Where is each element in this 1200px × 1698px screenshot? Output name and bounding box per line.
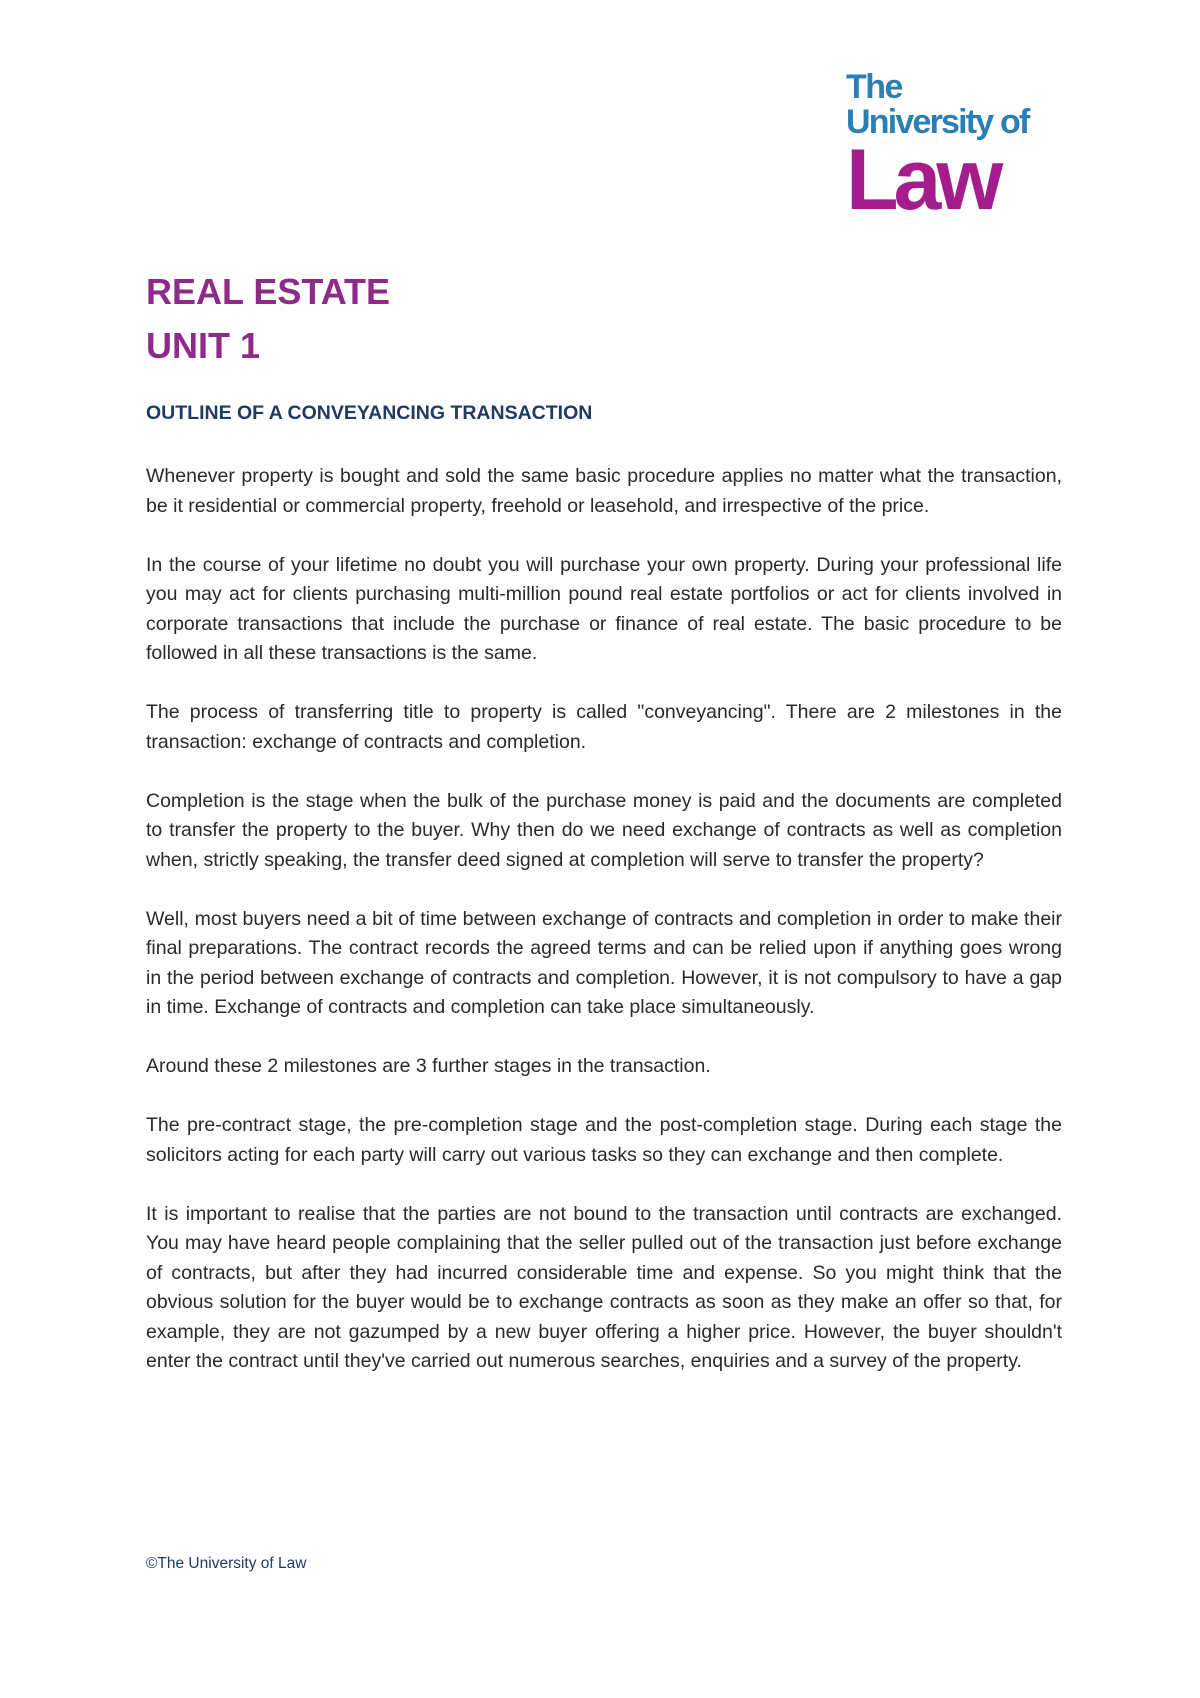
paragraph: Completion is the stage when the bulk of the purchase money is paid and the documents are completed to transfer the property to the buyer. Why then do we need exchange of contracts as well as completion when, strictly speaking, the transfer deed signed at completion will serve to transfer the property? bbox=[146, 789, 1062, 871]
logo-text-university-of: University of bbox=[846, 103, 1029, 141]
paragraph: Around these 2 milestones are 3 further stages in the transaction. bbox=[146, 1055, 711, 1077]
paragraph: It is important to realise that the parties are not bound to the transaction until contracts are exchanged. You may have heard people complaining that the seller pulled out of the transaction just before exchange of contracts, but after they had incurred considerable time and expense. So you might think that the obvious solution for the buyer would be to exchange contracts as soon as they make an offer so that, for example, they are not gazumped by a new buyer offering a higher price. However, the buyer shouldn't enter the contract until they've carried out numerous searches, enquiries and a survey of the property. bbox=[146, 1202, 1062, 1372]
paragraph: Whenever property is bought and sold the same basic procedure applies no matter what the transaction, be it residential or commercial property, freehold or leasehold, and irrespective of the price. bbox=[146, 465, 1062, 517]
document-body bbox=[146, 462, 1062, 1406]
paragraph: The process of transferring title to property is called "conveyancing". There are 2 milestones in the transaction: exchange of contracts and completion. bbox=[146, 701, 1062, 753]
paragraph: Well, most buyers need a bit of time between exchange of contracts and completion in order to make their final preparations. The contract records the agreed terms and can be relied upon if anything goes wrong in the period between exchange of contracts and completion. However, it is not compulsory to have a gap in time. Exchange of contracts and completion can take place simultaneously. bbox=[146, 907, 1062, 1018]
logo-text-the: The bbox=[846, 68, 902, 106]
section-heading: OUTLINE OF A CONVEYANCING TRANSACTION bbox=[146, 402, 593, 424]
document-title: REAL ESTATE bbox=[146, 271, 391, 312]
university-logo bbox=[846, 68, 1036, 228]
document-header bbox=[146, 265, 390, 373]
logo-text-law: Law bbox=[846, 132, 999, 228]
paragraph: The pre-contract stage, the pre-completion stage and the post-completion stage. During each stage the solicitors acting for each party will carry out various tasks so they can exchange and then complete. bbox=[146, 1114, 1062, 1166]
document-unit: UNIT 1 bbox=[146, 325, 261, 366]
paragraph: In the course of your lifetime no doubt you will purchase your own property. During your professional life you may act for clients purchasing multi-million pound real estate portfolios or act for clients involved in corporate transactions that include the purchase or finance of real estate. The basic procedure to be followed in all these transactions is the same. bbox=[146, 553, 1062, 664]
copyright-footer: ©The University of Law bbox=[146, 1555, 307, 1572]
